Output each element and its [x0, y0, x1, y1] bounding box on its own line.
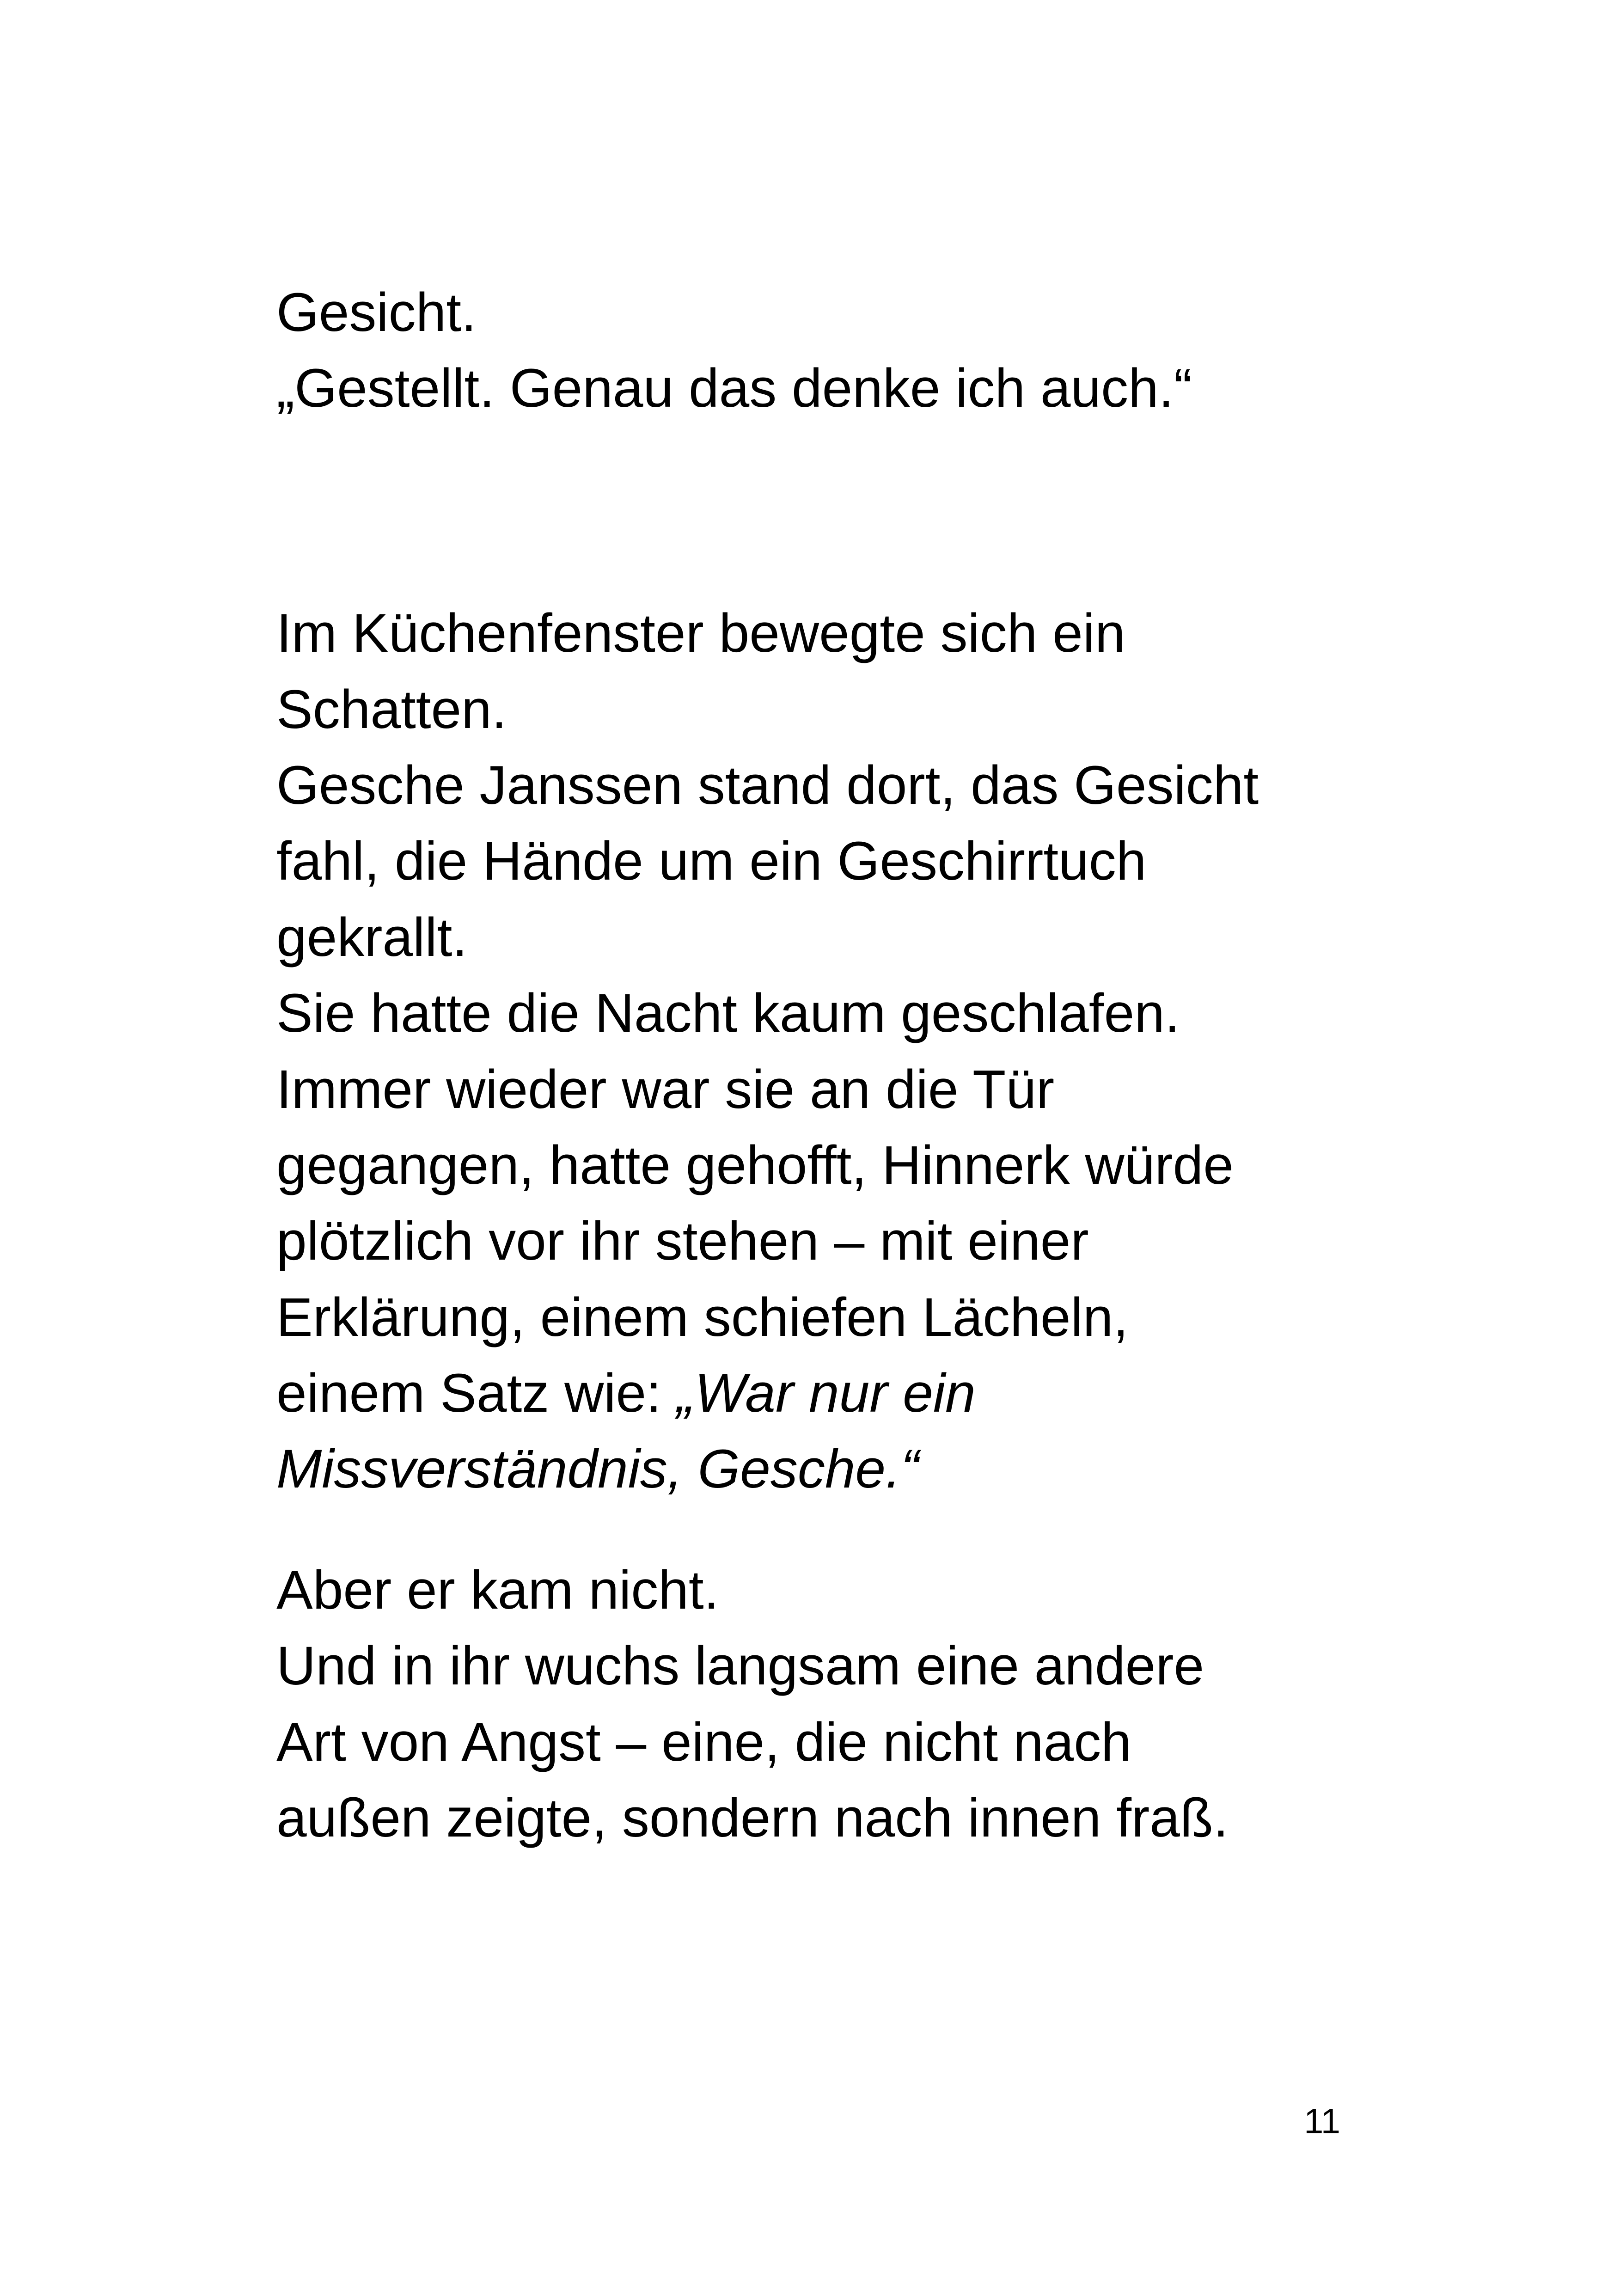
text-line: Gesicht. [276, 282, 477, 343]
text-line: Aber er kam nicht. [276, 1560, 719, 1621]
text-line [276, 1361, 976, 1426]
text-line: außen zeigte, sondern nach innen fraß. [276, 1788, 1229, 1849]
text-line: Art von Angst – eine, die nicht nach [276, 1712, 1131, 1773]
text-line: Sie hatte die Nacht kaum geschlafen. [276, 983, 1180, 1044]
quoted-italic-text: Missverständnis, Gesche.“ [276, 1439, 919, 1500]
text-line: Schatten. [276, 679, 507, 740]
text-line: fahl, die Hände um ein Geschirrtuch [276, 831, 1147, 892]
text-line: gekrallt. [276, 907, 468, 968]
text-line: „Gestellt. Genau das denke ich auch.“ [276, 358, 1192, 419]
page-number: 11 [1304, 2102, 1340, 2141]
text-line: gegangen, hatte gehofft, Hinnerk würde [276, 1135, 1234, 1196]
text-line: Im Küchenfenster bewegte sich ein [276, 603, 1125, 664]
text-line: Gesche Janssen stand dort, das Gesicht [276, 755, 1259, 816]
text-line: Und in ihr wuchs langsam eine andere [276, 1635, 1204, 1696]
text-line: Erklärung, einem schiefen Lächeln, [276, 1287, 1129, 1348]
text-line: Immer wieder war sie an die Tür [276, 1059, 1055, 1120]
text-line: plötzlich vor ihr stehen – mit einer [276, 1211, 1089, 1272]
text-plain: einem Satz wie: [276, 1363, 677, 1424]
quoted-italic-text: „War nur ein [676, 1363, 976, 1424]
